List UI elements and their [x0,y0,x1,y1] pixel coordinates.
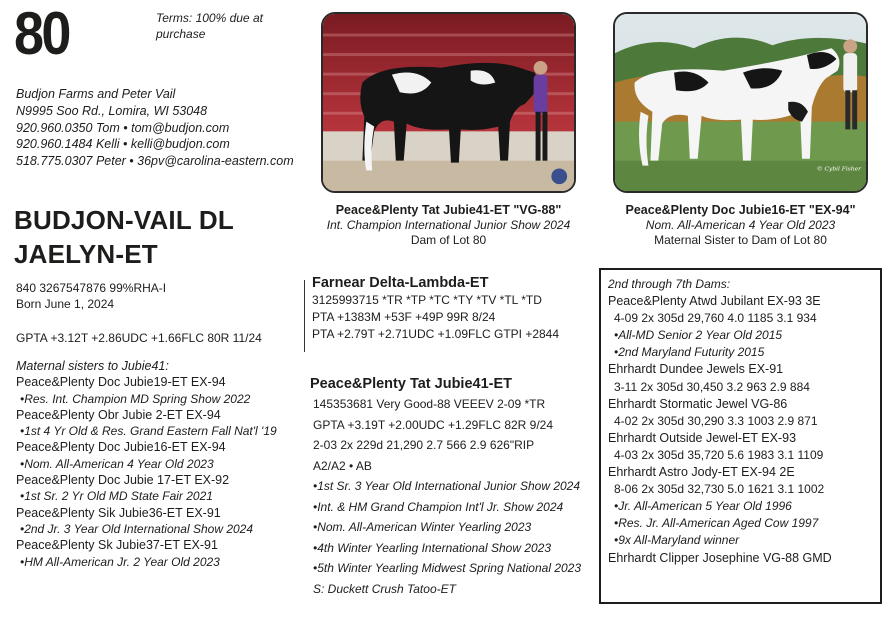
registration: 840 3267547876 99%RHA-I [16,281,167,295]
pedigree-note: •All-MD Senior 2 Year Old 2015 [614,328,783,343]
pedigree-record: 4-03 2x 305d 35,720 5.6 1983 3.1 1109 [614,447,824,462]
dam-photo-caption [306,203,591,248]
sister-note: •HM All-American Jr. 2 Year Old 2023 [20,554,220,569]
sire-block [304,275,560,352]
sister-name: Peace&Plenty Doc Jubie 17-ET EX-92 [16,473,230,488]
sister-note: •Nom. All-American 4 Year Old 2023 [20,456,214,471]
sister-note: •1st Sr. 2 Yr Old MD State Fair 2021 [20,489,213,504]
sister-photo-relation: Maternal Sister to Dam of Lot 80 [654,233,827,247]
pedigree-dam-name: Peace&Plenty Atwd Jubilant EX-93 3E [608,294,821,309]
sire-line: PTA +1383M +53F +49P 99R 8/24 [312,310,496,324]
consignor-phone-tom: 920.960.0350 Tom • tom@budjon.com [16,120,230,135]
dam-photo [321,12,576,193]
sister-name: Peace&Plenty Doc Jubie16-ET EX-94 [16,440,226,455]
dam-photo-title: Peace&Plenty Tat Jubie41-ET "VG-88" [335,203,562,217]
consignor-name: Budjon Farms and Peter Vail [16,87,176,101]
dam-note: •1st Sr. 3 Year Old International Junior Show 2024 [313,479,581,493]
sister-name: Peace&Plenty Obr Jubie 2-ET EX-94 [16,407,221,422]
dam-photo-relation: Dam of Lot 80 [410,233,487,247]
pedigree-record: 3-11 2x 305d 30,450 3.2 963 2.9 884 [614,379,810,394]
maternal-sisters [16,358,277,570]
dam-note: •4th Winter Yearling International Show 2023 [313,540,552,555]
dam-note: •Nom. All-American Winter Yearling 2023 [313,520,532,534]
lot-number: 80 [14,0,69,67]
dam-photo-subtitle: Int. Champion International Junior Show 2024 [326,218,571,232]
pedigree-record: 8-06 2x 305d 32,730 5.0 1621 3.1 1002 [614,482,825,497]
dam-block [310,374,581,599]
consignor-phone-kelli: 920.960.1484 Kelli • kelli@budjon.com [16,137,230,152]
pedigree-dam-name: Ehrhardt Astro Jody-ET EX-94 2E [608,465,795,480]
animal-info [16,280,166,312]
sire-line: 3125993715 *TR *TP *TC *TY *TV *TL *TD [312,293,542,307]
dam-line: GPTA +3.19T +2.00UDC +1.29FLC 82R 9/24 [313,417,554,432]
terms-note: Terms: 100% due at purchase [156,11,263,41]
pedigree-record: 4-02 2x 305d 30,290 3.3 1003 2.9 871 [614,413,818,428]
dam-note: •Int. & HM Grand Champion Int'l Jr. Show 2024 [313,499,564,514]
pedigree-heading: 2nd through 7th Dams: [608,277,731,291]
photo-credit-watermark: © Cybil Fisher [816,166,861,173]
consignor-address: N9995 Soo Rd., Lomira, WI 53048 [16,103,208,118]
dam-sire-note: S: Duckett Crush Tatoo-ET [313,581,456,596]
maternal-sisters-heading: Maternal sisters to Jubie41: [16,359,169,373]
sister-photo-subtitle: Nom. All-American 4 Year Old 2023 [645,218,836,232]
pedigree-note: •Res. Jr. All-American Aged Cow 1997 [614,516,819,531]
sister-note: •2nd Jr. 3 Year Old International Show 2024 [20,521,254,536]
dam-line: 145353681 Very Good-88 VEEEV 2-09 *TR [313,397,546,411]
sister-note: •1st 4 Yr Old & Res. Grand Eastern Fall Nat'l '19 [20,424,277,439]
sister-note: •Res. Int. Champion MD Spring Show 2022 [20,391,251,406]
consignor-contact [16,86,294,170]
pedigree-dam-name: Ehrhardt Outside Jewel-ET EX-93 [608,430,797,445]
sister-name: Peace&Plenty Sik Jubie36-ET EX-91 [16,505,221,520]
consignor-phone-peter: 518.775.0307 Peter • 36pv@carolina-eastern.com [16,154,294,169]
dam-photo-image [323,14,574,191]
sister-photo [613,12,868,193]
pedigree-record: 4-09 2x 305d 29,760 4.0 1185 3.1 934 [614,311,817,326]
birth-date: Born June 1, 2024 [16,297,115,311]
animal-gpta: GPTA +3.12T +2.86UDC +1.66FLC 80R 11/24 [16,331,262,345]
pedigree-dam-name: Ehrhardt Dundee Jewels EX-91 [608,362,784,377]
pedigree-note: •9x All-Maryland winner [614,533,740,548]
dam-line: A2/A2 • AB [313,458,372,473]
sister-photo-caption [598,203,883,248]
sire-name: Farnear Delta-Lambda-ET [312,275,489,291]
sister-photo-image [615,14,866,191]
sister-photo-title: Peace&Plenty Doc Jubie16-ET "EX-94" [625,203,856,217]
pedigree-note: •Jr. All-American 5 Year Old 1996 [614,499,792,514]
pedigree-note: •2nd Maryland Futurity 2015 [614,345,765,360]
pedigree-dam-name: Ehrhardt Clipper Josephine VG-88 GMD [608,550,832,565]
pedigree-dam-name: Ehrhardt Stormatic Jewel VG-86 [608,396,788,411]
sister-name: Peace&Plenty Doc Jubie19-ET EX-94 [16,375,226,390]
dam-note: •5th Winter Yearling Midwest Spring National 2023 [313,561,582,575]
pedigree-box [599,268,882,604]
dam-name: Peace&Plenty Tat Jubie41-ET [310,376,513,392]
sire-line: PTA +2.79T +2.71UDC +1.09FLC GTPI +2844 [312,327,560,341]
animal-name: BUDJON-VAIL DL JAELYN-ET [14,205,234,269]
sister-name: Peace&Plenty Sk Jubie37-ET EX-91 [16,538,218,553]
dam-line: 2-03 2x 229d 21,290 2.7 566 2.9 626"RIP [313,438,535,452]
